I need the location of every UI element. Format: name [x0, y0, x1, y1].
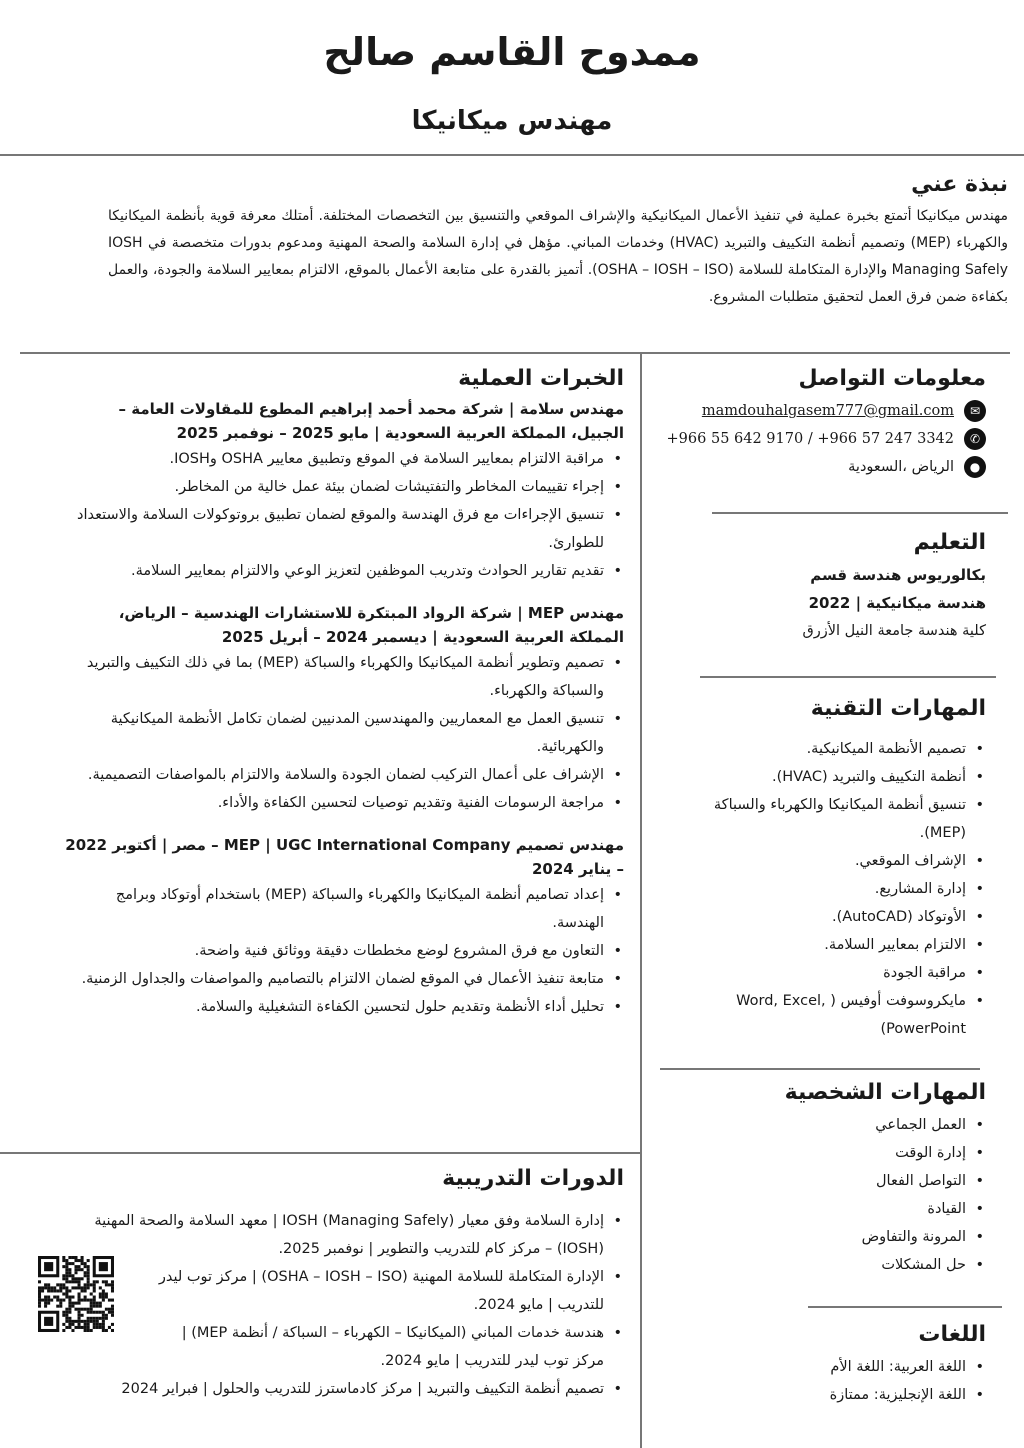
training-item: • هندسة خدمات المباني (الميكانيكا – الكهرباء – السباكة / أنظمة MEP) | مركز توب ليدر للتدريب | مايو 2024. [154, 1319, 624, 1375]
experience-heading: الخبرات العملية [458, 366, 624, 391]
column-divider [640, 352, 642, 1448]
skill-item: • مايكروسوفت أوفيس ( Word, Excel, PowerPoint) [696, 987, 986, 1043]
languages-heading: اللغات [918, 1322, 986, 1347]
job-entry [64, 397, 624, 585]
job-title-line: مهندس تصميم MEP | UGC International Company – مصر | أكتوبر 2022 – يناير 2024 [65, 836, 624, 878]
about-heading: نبذة عني [911, 172, 1008, 197]
skill-item: • تصميم الأنظمة الميكانيكية. [696, 735, 986, 763]
job-bullet: • تصميم وتطوير أنظمة الميكانيكا والكهرباء والسباكة (MEP) بما في ذلك التكييف والتبريد والسباكة والكهرباء. [64, 649, 624, 705]
education-section [666, 530, 986, 645]
skill-item: • إدارة المشاريع. [696, 875, 986, 903]
contact-section [646, 366, 986, 481]
email-link[interactable]: mamdouhalgasem777@gmail.com [701, 403, 954, 419]
candidate-name: ممدوح القاسم صالح [323, 30, 701, 74]
divider [660, 1068, 980, 1070]
job-title-line: مهندس سلامة | شركة محمد أحمد إبراهيم المطوع للمقاولات العامة – الجبيل، المملكة العربية السعودية | مايو 2025 – نوفمبر 2025 [118, 400, 624, 442]
about-section [108, 172, 1008, 311]
divider [700, 676, 996, 678]
job-bullet: • تحليل أداء الأنظمة وتقديم حلول لتحسين الكفاءة التشغيلية والسلامة. [64, 993, 624, 1021]
section-divider [20, 352, 1010, 354]
divider [808, 1306, 1002, 1308]
soft-skill-item: • إدارة الوقت [696, 1139, 986, 1167]
skill-item: • الأوتوكاد (AutoCAD). [696, 903, 986, 931]
about-text: مهندس ميكانيكا أتمتع بخبرة عملية في تنفيذ الأعمال الميكانيكية والإشراف الموقعي والتنسيق بين التخصصات المختلفة. أمتلك معرفة قوية بأنظمة الميكانيكا والكهرباء (MEP) وتصميم أنظمة التكييف والتبريد (HVAC) وخدمات المباني. مؤهل في إدارة السلامة والصحة المهنية ومدعوم بدورات متخصصة في IOSH Managing Safely والإدارة المتكاملة للسلامة (OSHA – IOSH – ISO). أتميز بالقدرة على متابعة الأعمال بالموقع، الالتزام بمعايير السلامة والجودة، والعمل بكفاءة ضمن فرق العمل لتحقيق متطلبات المشروع. [108, 208, 1008, 305]
skill-item: • تنسيق أنظمة الميكانيكا والكهرباء والسباكة (MEP). [696, 791, 986, 847]
job-bullet: • مراقبة الالتزام بمعايير السلامة في الموقع وتطبيق معايير OSHA وIOSH. [64, 445, 624, 473]
languages-section [696, 1322, 986, 1409]
location-pin-icon: ● [964, 456, 986, 478]
job-bullet: • إعداد تصاميم أنظمة الميكانيكا والكهرباء والسباكة (MEP) باستخدام أوتوكاد وبرامج الهندسة. [64, 881, 624, 937]
job-bullet: • تنسيق الإجراءات مع فرق الهندسة والموقع لضمان تطبيق بروتوكولات السلامة والاستعداد للطوارئ. [64, 501, 624, 557]
skill-item: • مراقبة الجودة [696, 959, 986, 987]
soft-skills-heading: المهارات الشخصية [784, 1080, 986, 1105]
envelope-icon: ✉ [964, 400, 986, 422]
skill-item: • أنظمة التكييف والتبريد (HVAC). [696, 763, 986, 791]
divider [0, 1152, 640, 1154]
training-item: • إدارة السلامة وفق معيار IOSH (Managing Safely) | معهد السلامة والصحة المهنية (IOSH) – مركز كام للتدريب والتطوير | نوفمبر 2025. [64, 1207, 624, 1263]
soft-skills-section [696, 1080, 986, 1279]
header-divider [0, 154, 1024, 156]
job-bullet: • إجراء تقييمات المخاطر والتفتيشات لضمان بيئة عمل خالية من المخاطر. [64, 473, 624, 501]
training-section [64, 1166, 624, 1403]
phone-numbers: +966 55 642 9170 / +966 57 247 3342 [666, 431, 954, 447]
job-entry [64, 833, 624, 1021]
training-heading: الدورات التدريبية [442, 1166, 624, 1191]
divider [712, 512, 1008, 514]
job-title: مهندس ميكانيكا [411, 106, 613, 136]
location: الرياض ،السعودية [848, 459, 954, 475]
soft-skill-item: • المرونة والتفاوض [696, 1223, 986, 1251]
job-bullet: • تقديم تقارير الحوادث وتدريب الموظفين لتعزيز الوعي والالتزام بمعايير السلامة. [64, 557, 624, 585]
language-item: • اللغة العربية: اللغة الأم [696, 1353, 986, 1381]
job-bullet: • مراجعة الرسومات الفنية وتقديم توصيات لتحسين الكفاءة والأداء. [64, 789, 624, 817]
degree: بكالوريوس هندسة قسم هندسة ميكانيكية | 2022 [808, 566, 986, 612]
skill-item: • الإشراف الموقعي. [696, 847, 986, 875]
education-heading: التعليم [913, 530, 986, 555]
skill-item: • الالتزام بمعايير السلامة. [696, 931, 986, 959]
school: كلية هندسة جامعة النيل الأزرق [802, 623, 986, 639]
training-item: • تصميم أنظمة التكييف والتبريد | مركز كادماسترز للتدريب والحلول | فبراير 2024 [64, 1375, 624, 1403]
phone-icon: ✆ [964, 428, 986, 450]
soft-skill-item: • التواصل الفعال [696, 1167, 986, 1195]
tech-skills-section [696, 696, 986, 1043]
soft-skill-item: • حل المشكلات [696, 1251, 986, 1279]
qr-code[interactable] [38, 1256, 114, 1332]
job-entry [64, 601, 624, 817]
tech-skills-heading: المهارات التقنية [810, 696, 986, 721]
language-item: • اللغة الإنجليزية: ممتازة [696, 1381, 986, 1409]
training-item: • الإدارة المتكاملة للسلامة المهنية (OSHA – IOSH – ISO) | مركز توب ليدر للتدريب | مايو 2024. [154, 1263, 624, 1319]
soft-skill-item: • القيادة [696, 1195, 986, 1223]
job-bullet: • التعاون مع فرق المشروع لوضع مخططات دقيقة ووثائق فنية واضحة. [64, 937, 624, 965]
job-bullet: • الإشراف على أعمال التركيب لضمان الجودة والسلامة والالتزام بالمواصفات التصميمية. [64, 761, 624, 789]
soft-skill-item: • العمل الجماعي [696, 1111, 986, 1139]
job-title-line: مهندس MEP | شركة الرواد المبتكرة للاستشارات الهندسية – الرياض، المملكة العربية السعودية | ديسمبر 2024 – أبريل 2025 [118, 604, 624, 646]
contact-heading: معلومات التواصل [798, 366, 986, 391]
experience-section [64, 366, 624, 1021]
job-bullet: • متابعة تنفيذ الأعمال في الموقع لضمان الالتزام بالتصاميم والمواصفات والجداول الزمنية. [64, 965, 624, 993]
job-bullet: • تنسيق العمل مع المعماريين والمهندسين المدنيين لضمان تكامل الأنظمة الميكانيكية والكهربائية. [64, 705, 624, 761]
